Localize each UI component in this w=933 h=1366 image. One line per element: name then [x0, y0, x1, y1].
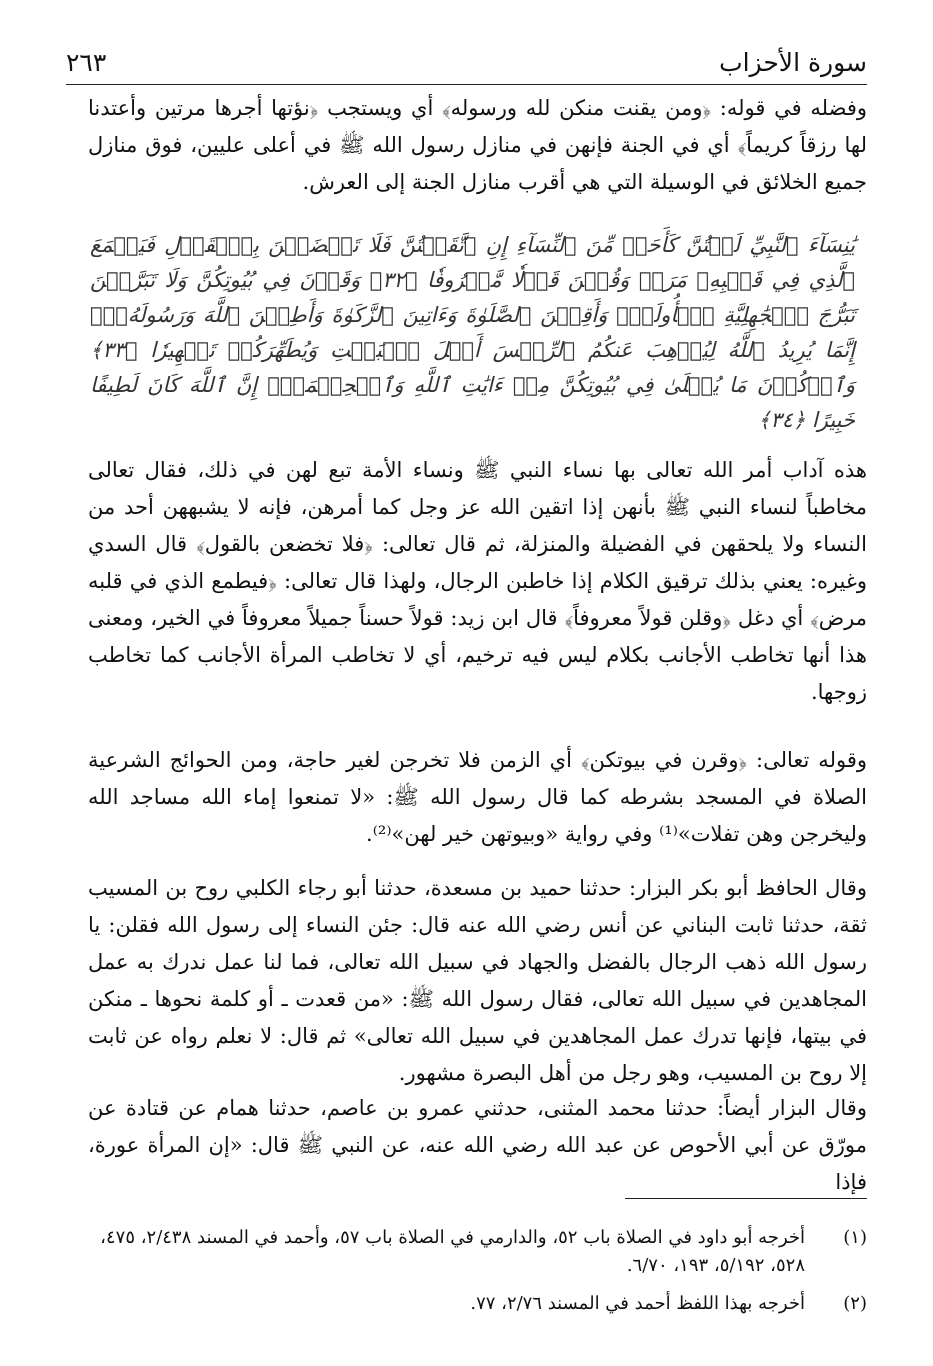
commentary-paragraph-3: وقال الحافظ أبو بكر البزار: حدثنا حميد بن مسعدة، حدثنا أبو رجاء الكلبي روح بن المسيب ثقة، حدثنا ثابت البناني عن أنس رضي الله عنه قال: جئن النساء إلى رسول الله فقلن: يا رسول الله ذهب الرجال بالفضل والجهاد في سبيل الله تعالى، فما لنا عمل ندرك به عمل المجاهدين في سبيل الله تعالى، فقال رسول الله ﷺ: «من قعدت ـ أو كلمة نحوها ـ منكن في بيتها، فإنها تدرك عمل المجاهدين في سبيل الله تعالى» ثم قال: لا نعلم رواه عن ثابت إلا روح بن المسيب، وهو رجل من أهل البصرة مشهور.: [88, 876, 867, 1085]
commentary-paragraph-4: وقال البزار أيضاً: حدثنا محمد المثنى، حدثني عمرو بن عاصم، حدثنا همام عن قتادة عن مورّق عن أبي الأحوص عن عبد الله رضي الله عنه، عن النبي ﷺ قال: «إن المرأة عورة، فإذا: [88, 1096, 867, 1194]
footnote-text: أخرجه بهذا اللفظ أحمد في المسند ٢/٧٦، ٧٧.: [470, 1293, 805, 1314]
page-number: ٢٦٣: [66, 48, 107, 77]
commentary-paragraph-1: هذه آداب أمر الله تعالى بها نساء النبي ﷺ ونساء الأمة تبع لهن في ذلك، فقال تعالى مخاطباً لنساء النبي ﷺ بأنهن إذا اتقين الله عز وجل كما أمرهن، فإنه لا يشبههن أحد من النساء ولا يلحقهن في الفضيلة والمنزلة، ثم قال تعالى: ﴿فلا تخضعن بالقول﴾ قال السدي وغيره: يعني بذلك ترقيق الكلام إذا خاطبن الرجال، ولهذا قال تعالى: ﴿فيطمع الذي في قلبه مرض﴾ أي دغل ﴿وقلن قولاً معروفاً﴾ قال ابن زيد: قولاً حسناً جميلاً معروفاً في الخير، ومعنى هذا أنها تخاطب الأجانب بكلام ليس فيه ترخيم، أي لا تخاطب المرأة الأجانب كما تخاطب زوجها.: [88, 458, 867, 704]
footnote: [96, 1224, 867, 1280]
header-divider: [66, 84, 867, 85]
footnote-divider: [625, 1198, 867, 1199]
quran-verses: يَٰنِسَآءَ ٱلنَّبِيِّ لَسۡتُنَّ كَأَحَدٖ مِّنَ ٱلنِّسَآءِ إِنِ ٱتَّقَيۡتُنَّ فَلَا تَخۡضَعۡنَ بِٱلۡقَوۡلِ فَيَطۡمَعَ ٱلَّذِي فِي قَلۡبِهِۦ مَرَضٞ وَقُلۡنَ قَوۡلٗا مَّعۡرُوفٗا ﴿٣٢﴾ وَقَرۡنَ فِي بُيُوتِكُنَّ وَلَا تَبَرَّجۡنَ تَبَرُّجَ ٱلۡجَٰهِلِيَّةِ ٱلۡأُولَىٰۖ وَأَقِمۡنَ ٱلصَّلَوٰةَ وَءَاتِينَ ٱلزَّكَوٰةَ وَأَطِعۡنَ ٱللَّهَ وَرَسُولَهُۥٓۚ إِنَّمَا يُرِيدُ ٱللَّهُ لِيُذۡهِبَ عَنكُمُ ٱلرِّجۡسَ أَهۡلَ ٱلۡبَيۡتِ وَيُطَهِّرَكُمۡ تَطۡهِيرٗا ﴿٣٣﴾ وَٱذۡكُرۡنَ مَا يُتۡلَىٰ فِي بُيُوتِكُنَّ مِنۡ ءَايَٰتِ ٱللَّهِ وَٱلۡحِكۡمَةِۚ إِنَّ ٱللَّهَ كَانَ لَطِيفًا خَبِيرًا ﴿٣٤﴾: [90, 233, 855, 432]
intro-paragraph: وفضله في قوله: ﴿ومن يقنت منكن لله ورسوله﴾ أي ويستجب ﴿نؤتها أجرها مرتين وأعتدنا لها رزقاً كريماً﴾ أي في الجنة فإنهن في منازل رسول الله ﷺ في أعلى عليين، فوق منازل جميع الخلائق في الوسيلة التي هي أقرب منازل الجنة إلى العرش.: [88, 96, 867, 194]
commentary-paragraph-2: وقوله تعالى: ﴿وقرن في بيوتكن﴾ أي الزمن فلا تخرجن لغير حاجة، ومن الحوائج الشرعية الصلاة في المسجد بشرطه كما قال رسول الله ﷺ: «لا تمنعوا إماء الله مساجد الله وليخرجن وهن تفلات»⁽¹⁾ وفي رواية «وبيوتهن خير لهن»⁽²⁾.: [88, 748, 867, 846]
footnote-number: (١): [843, 1227, 867, 1248]
footnote: [96, 1290, 867, 1318]
footnote-text: أخرجه أبو داود في الصلاة باب ٥٢، والدارمي في الصلاة باب ٥٧، وأحمد في المسند ٢/٤٣٨، ٤٧٥، ٥٢٨، ٥/١٩٢، ١٩٣، ٦/٧٠.: [100, 1227, 805, 1276]
surah-title: سورة الأحزاب: [719, 48, 867, 77]
page-header: [66, 44, 867, 86]
footnote-number: (٢): [843, 1293, 867, 1314]
